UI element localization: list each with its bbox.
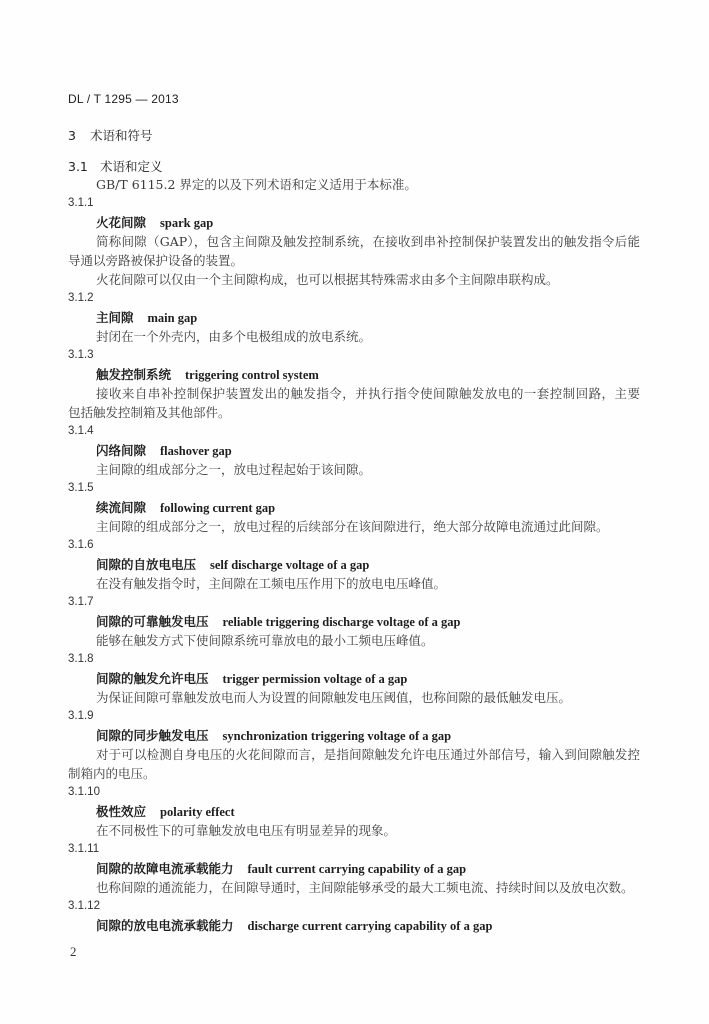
term-definition: 也称间隙的通流能力，在间隙导通时，主间隙能够承受的最大工频电流、持续时间以及放电次数。 (96, 880, 634, 895)
term-definition: 能够在触发方式下使间隙系统可靠放电的最小工频电压峰值。 (96, 633, 434, 648)
term-zh: 间隙的可靠触发电压 (96, 614, 209, 629)
term-en: triggering control system (185, 368, 319, 382)
term-definition: 在没有触发指令时，主间隙在工频电压作用下的放电电压峰值。 (96, 576, 447, 591)
term-en: synchronization triggering voltage of a gap (222, 729, 452, 743)
subsection-title: 术语和定义 (100, 159, 163, 174)
term-zh: 间隙的同步触发电压 (96, 728, 209, 743)
term-number: 3.1.7 (68, 596, 94, 608)
term-heading (68, 802, 640, 821)
term-definition: 简称间隙（GAP），包含主间隙及触发控制系统，在接收到串补控制保护装置发出的触发指令后能 (96, 234, 640, 249)
term-heading (68, 365, 640, 384)
term-zh: 续流间隙 (96, 500, 147, 515)
term-zh: 触发控制系统 (96, 367, 172, 382)
term-definition: 为保证间隙可靠触发放电而人为设置的间隙触发电压阈值，也称间隙的最低触发电压。 (96, 690, 572, 705)
term-definition: 在不同极性下的可靠触发放电电压有明显差异的现象。 (96, 823, 397, 838)
term-zh: 极性效应 (96, 804, 147, 819)
term-number: 3.1.12 (68, 900, 100, 912)
term-definition: 封闭在一个外壳内，由多个电极组成的放电系统。 (96, 329, 372, 344)
term-en: fault current carrying capability of a gap (247, 862, 467, 876)
term-en: main gap (147, 311, 198, 325)
section-heading (68, 126, 153, 144)
term-number: 3.1.2 (68, 292, 94, 304)
term-number: 3.1.11 (68, 843, 100, 855)
term-number: 3.1.9 (68, 710, 94, 722)
page-number: 2 (70, 944, 77, 959)
term-en: trigger permission voltage of a gap (222, 672, 408, 686)
subsection-heading (68, 157, 163, 175)
term-heading (68, 612, 640, 631)
term-definition: 接收来自串补控制保护装置发出的触发指令，并执行指令使间隙触发放电的一套控制回路，主要 (96, 386, 640, 401)
section-number: 3 (68, 128, 76, 143)
term-number: 3.1.6 (68, 539, 94, 551)
term-en: flashover gap (160, 444, 232, 458)
term-zh: 主间隙 (96, 310, 134, 325)
term-definition: 主间隙的组成部分之一，放电过程的后续部分在该间隙进行，绝大部分故障电流通过此间隙。 (96, 519, 609, 534)
term-zh: 火花间隙 (96, 215, 147, 230)
term-definition: 包括触发控制箱及其他部件。 (68, 405, 231, 420)
term-heading (68, 441, 640, 460)
term-heading (68, 498, 640, 517)
term-heading (68, 308, 640, 327)
term-en: reliable triggering discharge voltage of a gap (222, 615, 461, 629)
term-definition: 制箱内的电压。 (68, 766, 156, 781)
subsection-number: 3.1 (68, 159, 88, 174)
term-zh: 间隙的触发允许电压 (96, 671, 209, 686)
term-zh: 间隙的自放电电压 (96, 557, 197, 572)
term-en: discharge current carrying capability of a gap (247, 919, 493, 933)
term-zh: 间隙的放电电流承载能力 (96, 918, 234, 933)
term-heading (68, 669, 640, 688)
term-heading (68, 726, 640, 745)
term-zh: 闪络间隙 (96, 443, 147, 458)
standard-code-header: DL / T 1295 — 2013 (68, 92, 179, 106)
term-definition: 主间隙的组成部分之一，放电过程起始于该间隙。 (96, 462, 372, 477)
term-zh: 间隙的故障电流承载能力 (96, 861, 234, 876)
term-en: polarity effect (160, 805, 235, 819)
term-definition: 导通以旁路被保护设备的装置。 (68, 253, 244, 268)
term-en: spark gap (160, 216, 214, 230)
term-heading (68, 859, 640, 878)
term-definition: 对于可以检测自身电压的火花间隙而言，是指间隙触发允许电压通过外部信号，输入到间隙触发控 (96, 747, 640, 762)
term-number: 3.1.10 (68, 786, 100, 798)
term-note: 火花间隙可以仅由一个主间隙构成，也可以根据其特殊需求由多个主间隙串联构成。 (96, 272, 559, 287)
term-en: following current gap (160, 501, 276, 515)
term-number: 3.1.8 (68, 653, 94, 665)
intro-paragraph: GB/T 6115.2 界定的以及下列术语和定义适用于本标准。 (96, 177, 417, 192)
term-heading (68, 916, 640, 935)
term-heading (68, 213, 640, 232)
terms-list (68, 175, 640, 935)
term-number: 3.1.3 (68, 349, 94, 361)
term-number: 3.1.5 (68, 482, 94, 494)
term-number: 3.1.4 (68, 425, 94, 437)
term-en: self discharge voltage of a gap (210, 558, 370, 572)
term-number: 3.1.1 (68, 197, 94, 209)
term-heading (68, 555, 640, 574)
section-title: 术语和符号 (90, 128, 153, 143)
